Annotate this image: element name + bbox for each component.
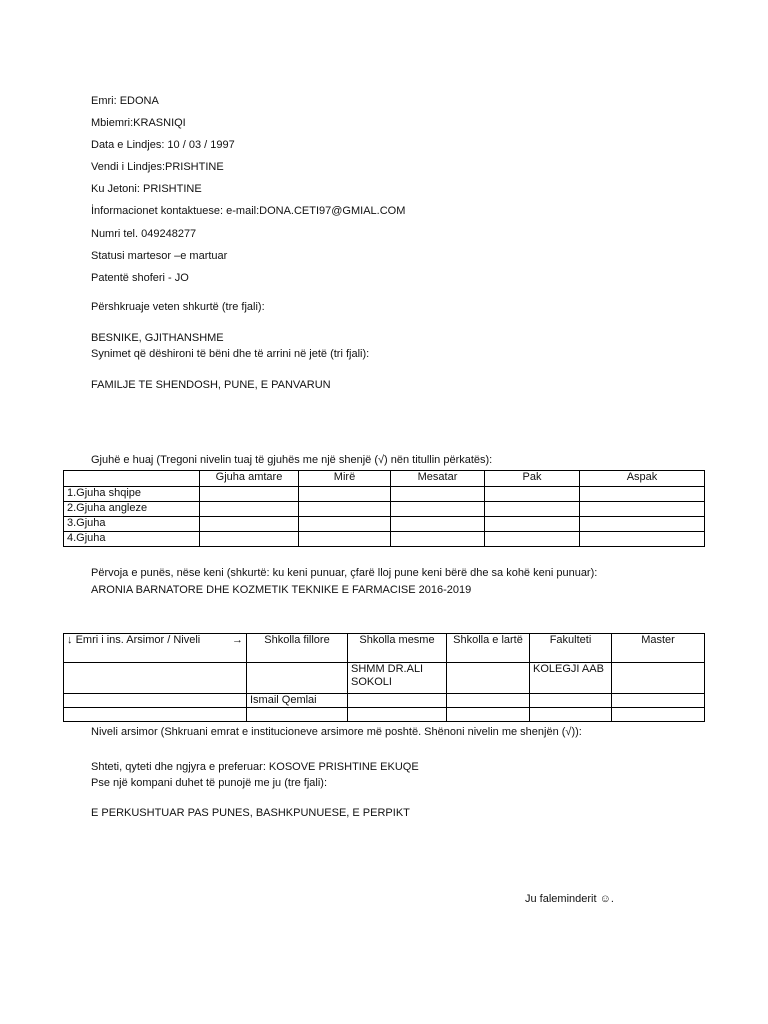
residence-line: Ku Jetoni: PRISHTINE bbox=[91, 183, 202, 195]
goals-answer: FAMILJE TE SHENDOSH, PUNE, E PANVARUN bbox=[91, 379, 331, 391]
education-cell[interactable] bbox=[530, 708, 612, 722]
contact-line: İnformacionet kontaktuese: e-mail:DONA.CETI97@GMIAL.COM bbox=[91, 205, 406, 217]
language-cell[interactable] bbox=[391, 502, 485, 517]
education-cell[interactable] bbox=[64, 708, 247, 722]
language-cell[interactable] bbox=[391, 532, 485, 547]
language-cell[interactable] bbox=[580, 517, 705, 532]
language-cell[interactable] bbox=[485, 502, 580, 517]
education-header-secondary: Shkolla mesme bbox=[348, 634, 447, 663]
license-line: Patentë shoferi - JO bbox=[91, 272, 189, 284]
languages-header-blank bbox=[64, 471, 200, 487]
education-cell[interactable] bbox=[348, 708, 447, 722]
education-table bbox=[63, 633, 705, 722]
language-cell[interactable] bbox=[485, 487, 580, 502]
education-header-institution bbox=[64, 634, 247, 663]
languages-header-good: Mirë bbox=[299, 471, 391, 487]
why-prompt: Pse një kompani duhet të punojë me ju (tre fjali): bbox=[91, 777, 328, 789]
education-header-institution-label: Emri i ins. Arsimor / Niveli bbox=[75, 634, 201, 646]
education-cell[interactable] bbox=[530, 694, 612, 708]
language-cell[interactable] bbox=[299, 502, 391, 517]
right-arrow-icon: → bbox=[232, 634, 243, 646]
language-name: 4.Gjuha bbox=[64, 532, 200, 547]
education-cell[interactable]: KOLEGJI AAB bbox=[530, 663, 612, 694]
education-cell[interactable] bbox=[447, 708, 530, 722]
why-answer: E PERKUSHTUAR PAS PUNES, BASHKPUNUESE, E PERPIKT bbox=[91, 807, 410, 819]
languages-header-native: Gjuha amtare bbox=[200, 471, 299, 487]
education-cell[interactable] bbox=[612, 708, 705, 722]
describe-answer: BESNIKE, GJITHANSHME bbox=[91, 332, 224, 344]
language-cell[interactable] bbox=[391, 517, 485, 532]
table-row bbox=[64, 487, 705, 502]
name-line: Emri: EDONA bbox=[91, 95, 159, 107]
education-cell[interactable] bbox=[612, 694, 705, 708]
education-header-higher: Shkolla e lartë bbox=[447, 634, 530, 663]
language-cell[interactable] bbox=[299, 517, 391, 532]
table-row bbox=[64, 694, 705, 708]
table-row bbox=[64, 517, 705, 532]
table-row bbox=[64, 532, 705, 547]
thanks-line: Ju faleminderit ☺. bbox=[525, 893, 614, 905]
languages-table bbox=[63, 470, 705, 547]
language-cell[interactable] bbox=[580, 502, 705, 517]
language-cell[interactable] bbox=[200, 517, 299, 532]
languages-header-little: Pak bbox=[485, 471, 580, 487]
language-cell[interactable] bbox=[299, 487, 391, 502]
birth-place-line: Vendi i Lindjes:PRISHTINE bbox=[91, 161, 224, 173]
languages-header-row bbox=[64, 471, 705, 487]
education-cell[interactable] bbox=[247, 663, 348, 694]
education-cell[interactable] bbox=[348, 694, 447, 708]
language-cell[interactable] bbox=[580, 532, 705, 547]
experience-prompt: Përvoja e punës, nëse keni (shkurtë: ku keni punuar, çfarë lloj pune keni bërë dhe sa kohë keni punuar): bbox=[91, 567, 598, 579]
language-cell[interactable] bbox=[200, 487, 299, 502]
describe-prompt: Përshkruaje veten shkurtë (tre fjali): bbox=[91, 301, 265, 313]
goals-prompt: Synimet që dëshironi të bëni dhe të arrini në jetë (tri fjali): bbox=[91, 348, 370, 360]
education-cell[interactable] bbox=[447, 694, 530, 708]
education-cell[interactable] bbox=[64, 694, 247, 708]
language-cell[interactable] bbox=[580, 487, 705, 502]
language-cell[interactable] bbox=[485, 517, 580, 532]
surname-line: Mbiemri:KRASNIQI bbox=[91, 117, 186, 129]
birth-date-line: Data e Lindjes: 10 / 03 / 1997 bbox=[91, 139, 235, 151]
education-note: Niveli arsimor (Shkruani emrat e institucioneve arsimore më poshtë. Shënoni nivelin me shenjën (√)): bbox=[91, 726, 582, 738]
education-header-faculty: Fakulteti bbox=[530, 634, 612, 663]
education-header-master: Master bbox=[612, 634, 705, 663]
experience-answer: ARONIA BARNATORE DHE KOZMETIK TEKNIKE E FARMACISE 2016-2019 bbox=[91, 584, 472, 596]
language-cell[interactable] bbox=[485, 532, 580, 547]
marital-status-line: Statusi martesor –e martuar bbox=[91, 250, 228, 262]
languages-header-average: Mesatar bbox=[391, 471, 485, 487]
language-name: 2.Gjuha angleze bbox=[64, 502, 200, 517]
education-cell[interactable]: Ismail Qemlai bbox=[247, 694, 348, 708]
education-cell[interactable] bbox=[447, 663, 530, 694]
education-cell[interactable]: SHMM DR.ALI SOKOLI bbox=[348, 663, 447, 694]
language-cell[interactable] bbox=[391, 487, 485, 502]
table-row bbox=[64, 663, 705, 694]
language-name: 3.Gjuha bbox=[64, 517, 200, 532]
languages-intro: Gjuhë e huaj (Tregoni nivelin tuaj të gjuhës me një shenjë (√) nën titullin përkatës): bbox=[91, 454, 493, 466]
education-header-row bbox=[64, 634, 705, 663]
table-row bbox=[64, 708, 705, 722]
education-header-primary: Shkolla fillore bbox=[247, 634, 348, 663]
table-row bbox=[64, 502, 705, 517]
preferences-line: Shteti, qyteti dhe ngjyra e preferuar: KOSOVE PRISHTINE EKUQE bbox=[91, 761, 419, 773]
language-name: 1.Gjuha shqipe bbox=[64, 487, 200, 502]
language-cell[interactable] bbox=[200, 532, 299, 547]
language-cell[interactable] bbox=[200, 502, 299, 517]
down-arrow-icon: ↓ bbox=[67, 634, 73, 646]
education-cell[interactable] bbox=[247, 708, 348, 722]
languages-header-none: Aspak bbox=[580, 471, 705, 487]
phone-line: Numri tel. 049248277 bbox=[91, 228, 197, 240]
education-cell[interactable] bbox=[612, 663, 705, 694]
language-cell[interactable] bbox=[299, 532, 391, 547]
education-cell[interactable] bbox=[64, 663, 247, 694]
